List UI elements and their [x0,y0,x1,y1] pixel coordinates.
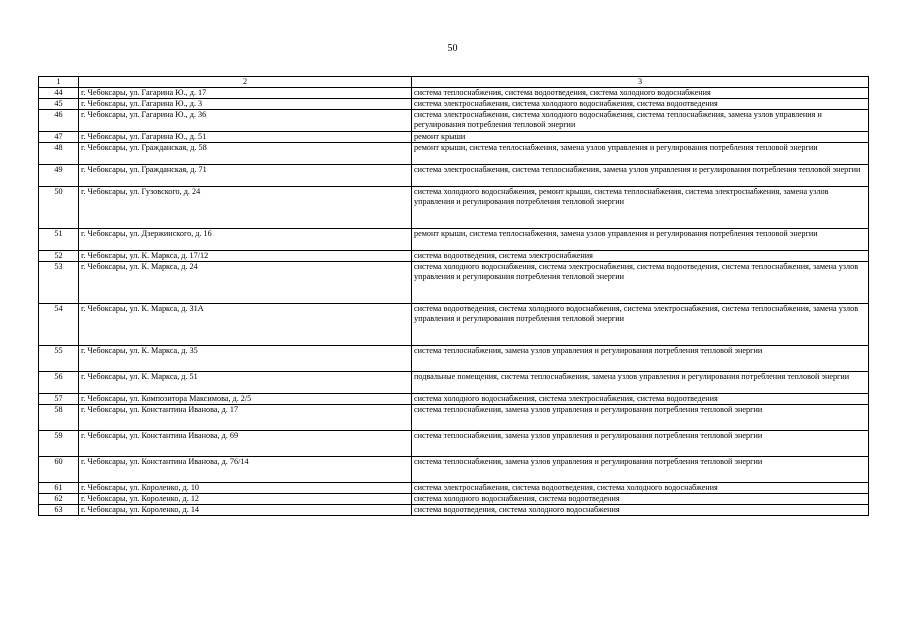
table-body [39,77,869,516]
row-address: г. Чебоксары, ул. К. Маркса, д. 35 [79,346,412,372]
row-address: г. Чебоксары, ул. К. Маркса, д. 31А [79,304,412,346]
row-address: г. Чебоксары, ул. Короленко, д. 12 [79,494,412,505]
row-work-list: система холодного водоснабжения, система электроснабжения, система водоотведения, система теплоснабжения, замена узлов управления и регулирования потребления тепловой энергии [412,262,869,304]
row-address: г. Чебоксары, ул. Константина Иванова, д. 69 [79,431,412,457]
row-number: 44 [39,88,79,99]
row-number: 51 [39,229,79,251]
table-row [39,372,869,394]
table-row [39,88,869,99]
row-number: 59 [39,431,79,457]
column-header-address: 2 [79,77,412,88]
row-number: 49 [39,165,79,187]
row-work-list: система теплоснабжения, замена узлов управления и регулирования потребления тепловой энергии [412,346,869,372]
row-address: г. Чебоксары, ул. Гузовского, д. 24 [79,187,412,229]
row-number: 57 [39,394,79,405]
table-row [39,165,869,187]
row-address: г. Чебоксары, ул. Константина Иванова, д. 17 [79,405,412,431]
row-number: 63 [39,505,79,516]
row-work-list: система электроснабжения, система холодного водоснабжения, система водоотведения [412,99,869,110]
row-address: г. Чебоксары, ул. Гражданская, д. 71 [79,165,412,187]
row-work-list: система электроснабжения, система водоотведения, система холодного водоснабжения [412,483,869,494]
row-work-list: система водоотведения, система холодного водоснабжения [412,505,869,516]
row-address: г. Чебоксары, ул. К. Маркса, д. 51 [79,372,412,394]
row-work-list: система теплоснабжения, система водоотведения, система холодного водоснабжения [412,88,869,99]
table-row [39,405,869,431]
row-work-list: система теплоснабжения, замена узлов управления и регулирования потребления тепловой энергии [412,457,869,483]
table-row [39,457,869,483]
row-work-list: система холодного водоснабжения, ремонт крыши, система теплоснабжения, система электроснабжения, замена узлов управления и регулирования потребления тепловой энергии [412,187,869,229]
table-row [39,431,869,457]
row-work-list: ремонт крыши, система теплоснабжения, замена узлов управления и регулирования потребления тепловой энергии [412,143,869,165]
row-address: г. Чебоксары, ул. Гражданская, д. 58 [79,143,412,165]
table-row [39,483,869,494]
row-number: 50 [39,187,79,229]
table-row [39,110,869,132]
row-work-list: система водоотведения, система холодного водоснабжения, система электроснабжения, система теплоснабжения, замена узлов управления и регулирования потребления тепловой энергии [412,304,869,346]
table-row [39,505,869,516]
row-address: г. Чебоксары, ул. Гагарина Ю., д. 17 [79,88,412,99]
row-address: г. Чебоксары, ул. Короленко, д. 10 [79,483,412,494]
table-row [39,262,869,304]
row-number: 55 [39,346,79,372]
table-row [39,251,869,262]
row-work-list: ремонт крыши, система теплоснабжения, замена узлов управления и регулирования потребления тепловой энергии [412,229,869,251]
row-number: 45 [39,99,79,110]
row-address: г. Чебоксары, ул. Гагарина Ю., д. 3 [79,99,412,110]
row-work-list: система электроснабжения, система холодного водоснабжения, система теплоснабжения, замена узлов управления и регулирования потребления тепловой энергии [412,110,869,132]
row-number: 53 [39,262,79,304]
row-address: г. Чебоксары, ул. Константина Иванова, д. 76/14 [79,457,412,483]
row-number: 48 [39,143,79,165]
row-number: 62 [39,494,79,505]
row-address: г. Чебоксары, ул. Гагарина Ю., д. 36 [79,110,412,132]
row-number: 58 [39,405,79,431]
row-work-list: ремонт крыши [412,132,869,143]
row-address: г. Чебоксары, ул. Дзержинского, д. 16 [79,229,412,251]
row-number: 47 [39,132,79,143]
row-work-list: система водоотведения, система электроснабжения [412,251,869,262]
row-address: г. Чебоксары, ул. Композитора Максимова, д. 2/5 [79,394,412,405]
table-row [39,132,869,143]
table-row [39,494,869,505]
row-number: 54 [39,304,79,346]
row-number: 52 [39,251,79,262]
column-header-work: 3 [412,77,869,88]
table-row [39,346,869,372]
table-row [39,229,869,251]
table-row [39,394,869,405]
table-row [39,99,869,110]
row-work-list: система холодного водоснабжения, система водоотведения [412,494,869,505]
row-number: 61 [39,483,79,494]
table-row [39,304,869,346]
row-address: г. Чебоксары, ул. К. Маркса, д. 17/12 [79,251,412,262]
row-work-list: система электроснабжения, система теплоснабжения, замена узлов управления и регулирования потребления тепловой энергии [412,165,869,187]
table-row [39,143,869,165]
row-address: г. Чебоксары, ул. Гагарина Ю., д. 51 [79,132,412,143]
buildings-table [38,76,869,516]
table-header-row [39,77,869,88]
row-work-list: подвальные помещения, система теплоснабжения, замена узлов управления и регулирования потребления тепловой энергии [412,372,869,394]
row-number: 46 [39,110,79,132]
row-number: 56 [39,372,79,394]
row-work-list: система теплоснабжения, замена узлов управления и регулирования потребления тепловой энергии [412,405,869,431]
row-address: г. Чебоксары, ул. Короленко, д. 14 [79,505,412,516]
column-header-number: 1 [39,77,79,88]
row-number: 60 [39,457,79,483]
page-number: 50 [447,43,458,54]
table-row [39,187,869,229]
row-address: г. Чебоксары, ул. К. Маркса, д. 24 [79,262,412,304]
row-work-list: система холодного водоснабжения, система электроснабжения, система водоотведения [412,394,869,405]
row-work-list: система теплоснабжения, замена узлов управления и регулирования потребления тепловой энергии [412,431,869,457]
